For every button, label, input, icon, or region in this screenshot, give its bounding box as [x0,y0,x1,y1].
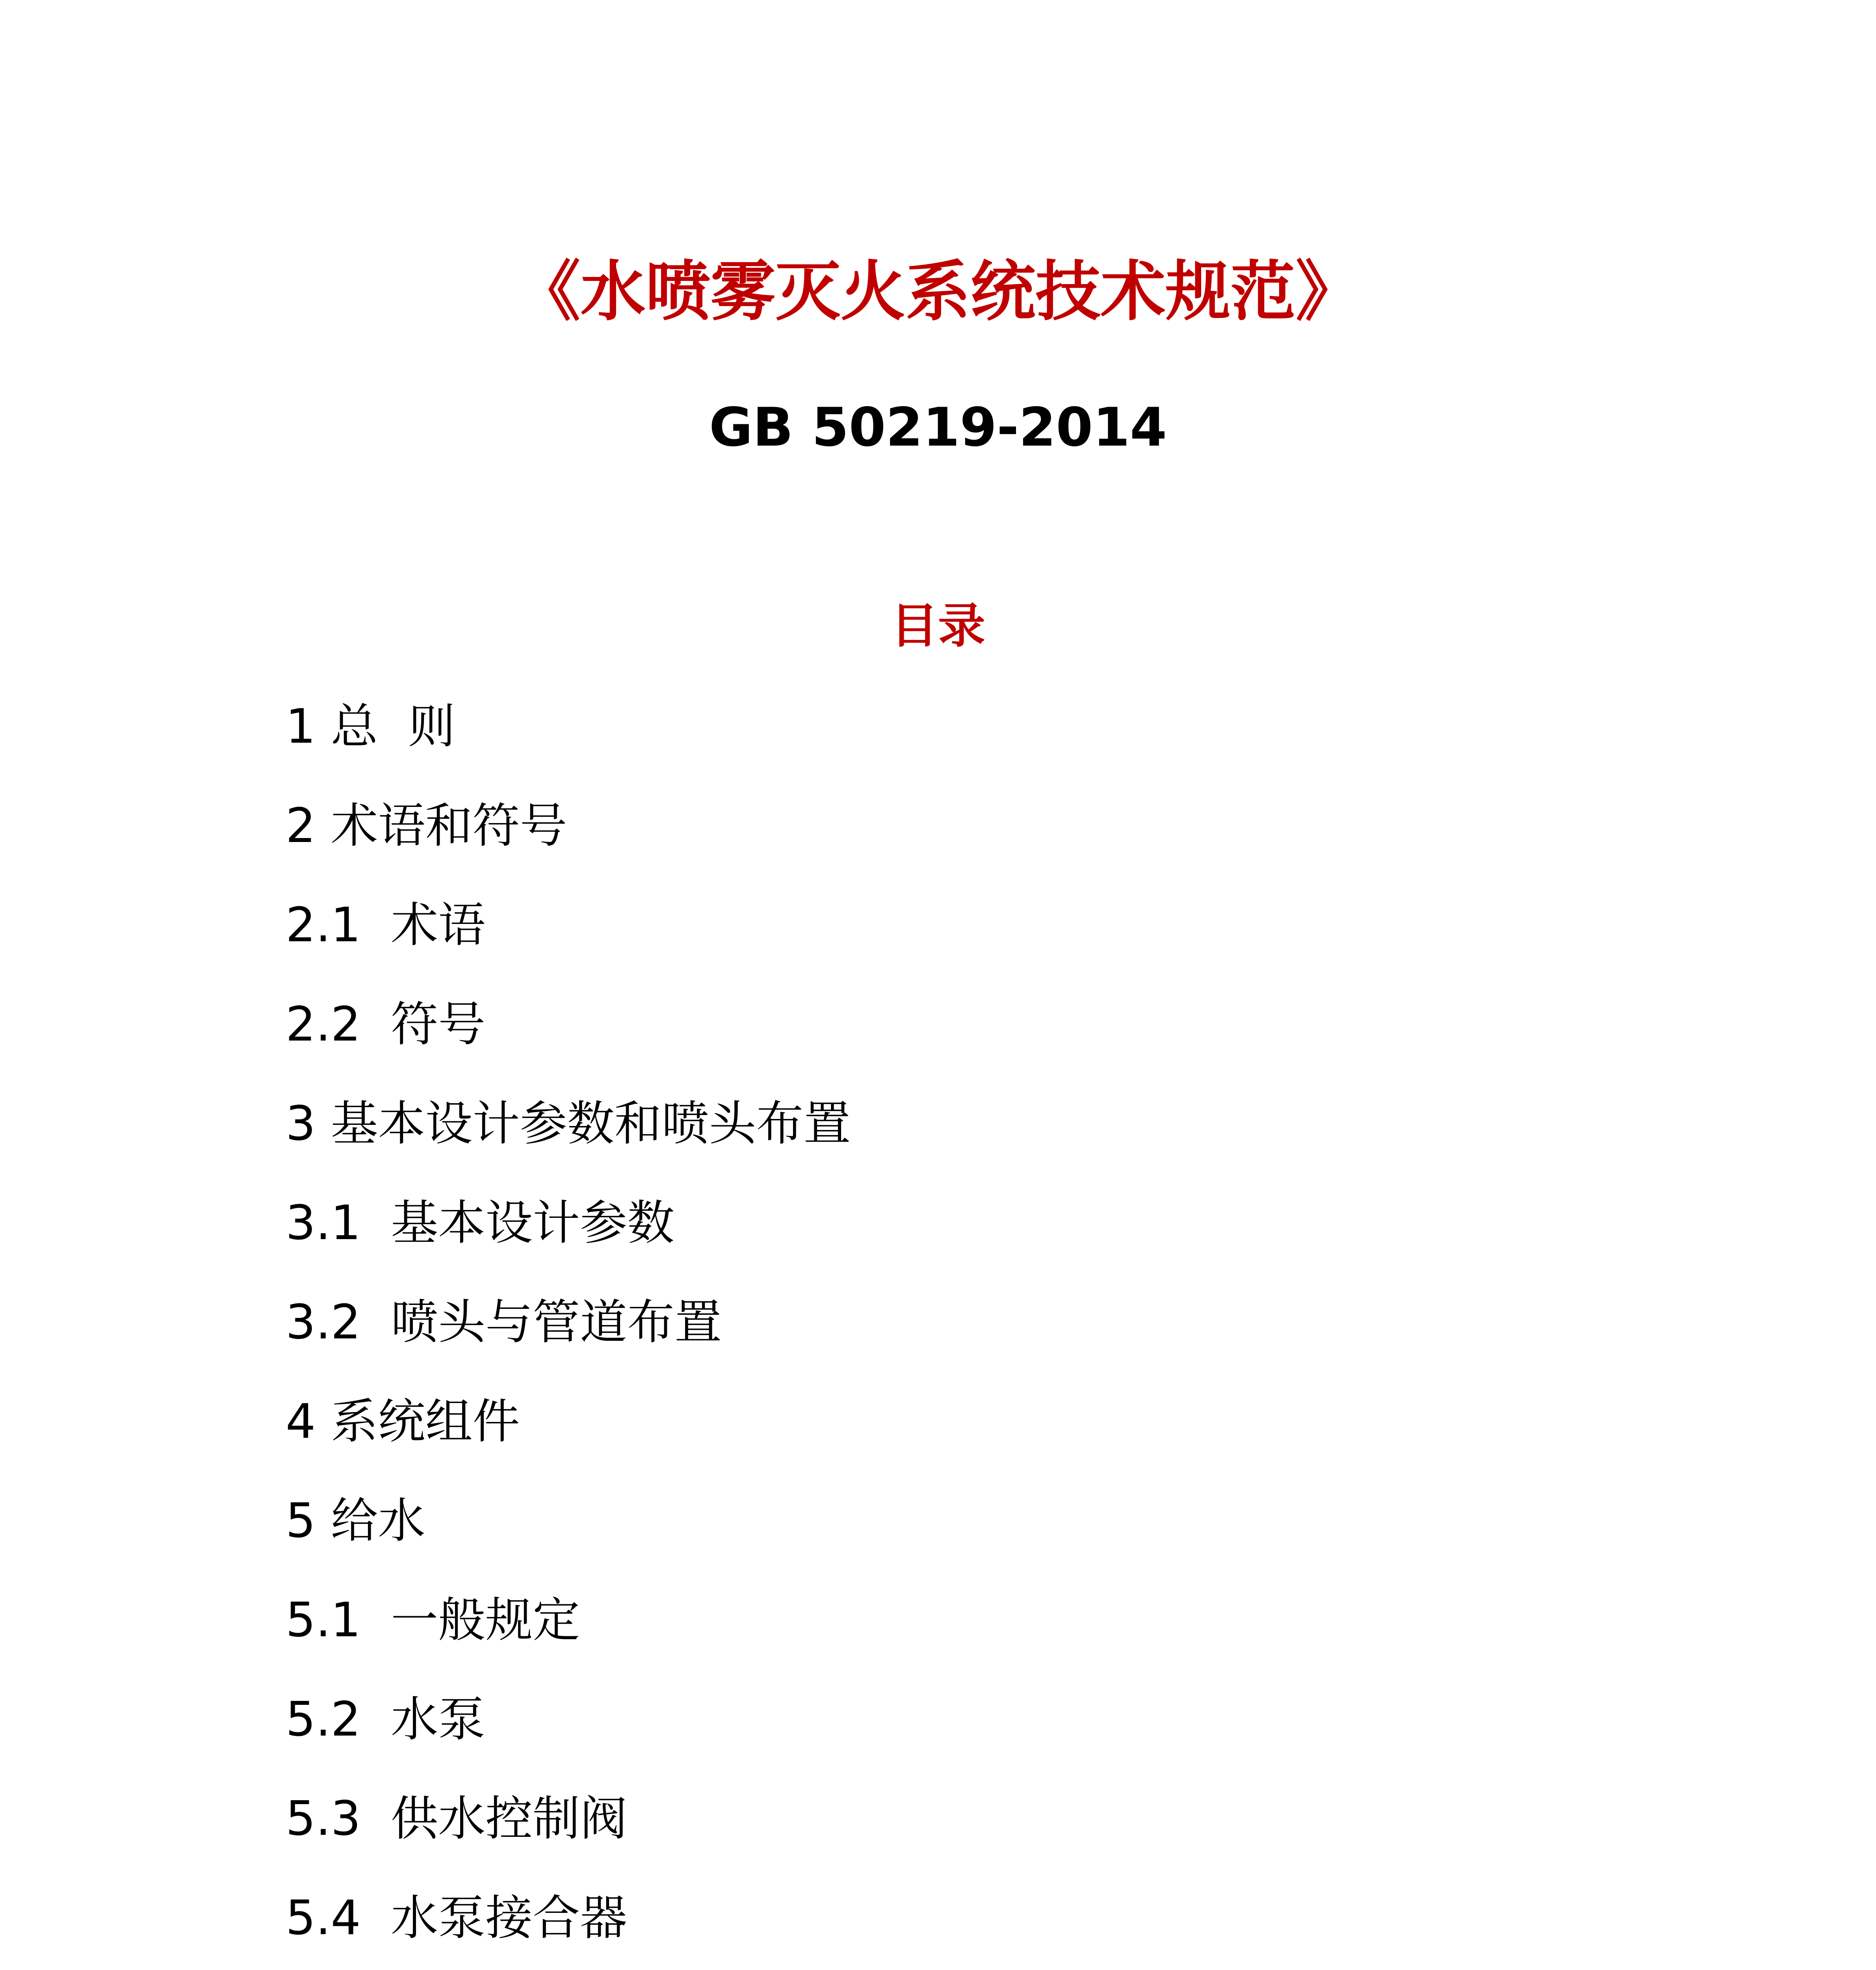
toc-item-3: 3 基本设计参数和喷头布置 [286,1097,851,1151]
toc-item-3-2: 3.2 喷头与管道布置 [286,1295,722,1350]
toc-heading: 目录 [891,599,985,654]
toc-item-5-1: 5.1 一般规定 [286,1593,580,1648]
standard-code: GB 50219-2014 [709,396,1167,458]
table-of-contents [286,695,1783,1970]
toc-item-3-1: 3.1 基本设计参数 [286,1196,675,1251]
toc-item-4: 4 系统组件 [286,1394,520,1449]
toc-item-2-2: 2.2 符号 [286,997,486,1052]
toc-item-5-3: 5.3 供水控制阀 [286,1792,628,1846]
document-title: 《水喷雾灭火系统技术规范》 [515,254,1361,329]
toc-item-2-1: 2.1 术语 [286,898,486,953]
toc-item-5-4: 5.4 水泵接合器 [286,1891,628,1946]
toc-item-2: 2 术语和符号 [286,799,567,853]
toc-item-1: 1 总 则 [286,699,455,754]
toc-item-5: 5 给水 [286,1494,425,1548]
toc-item-5-2: 5.2 水泵 [286,1692,486,1747]
